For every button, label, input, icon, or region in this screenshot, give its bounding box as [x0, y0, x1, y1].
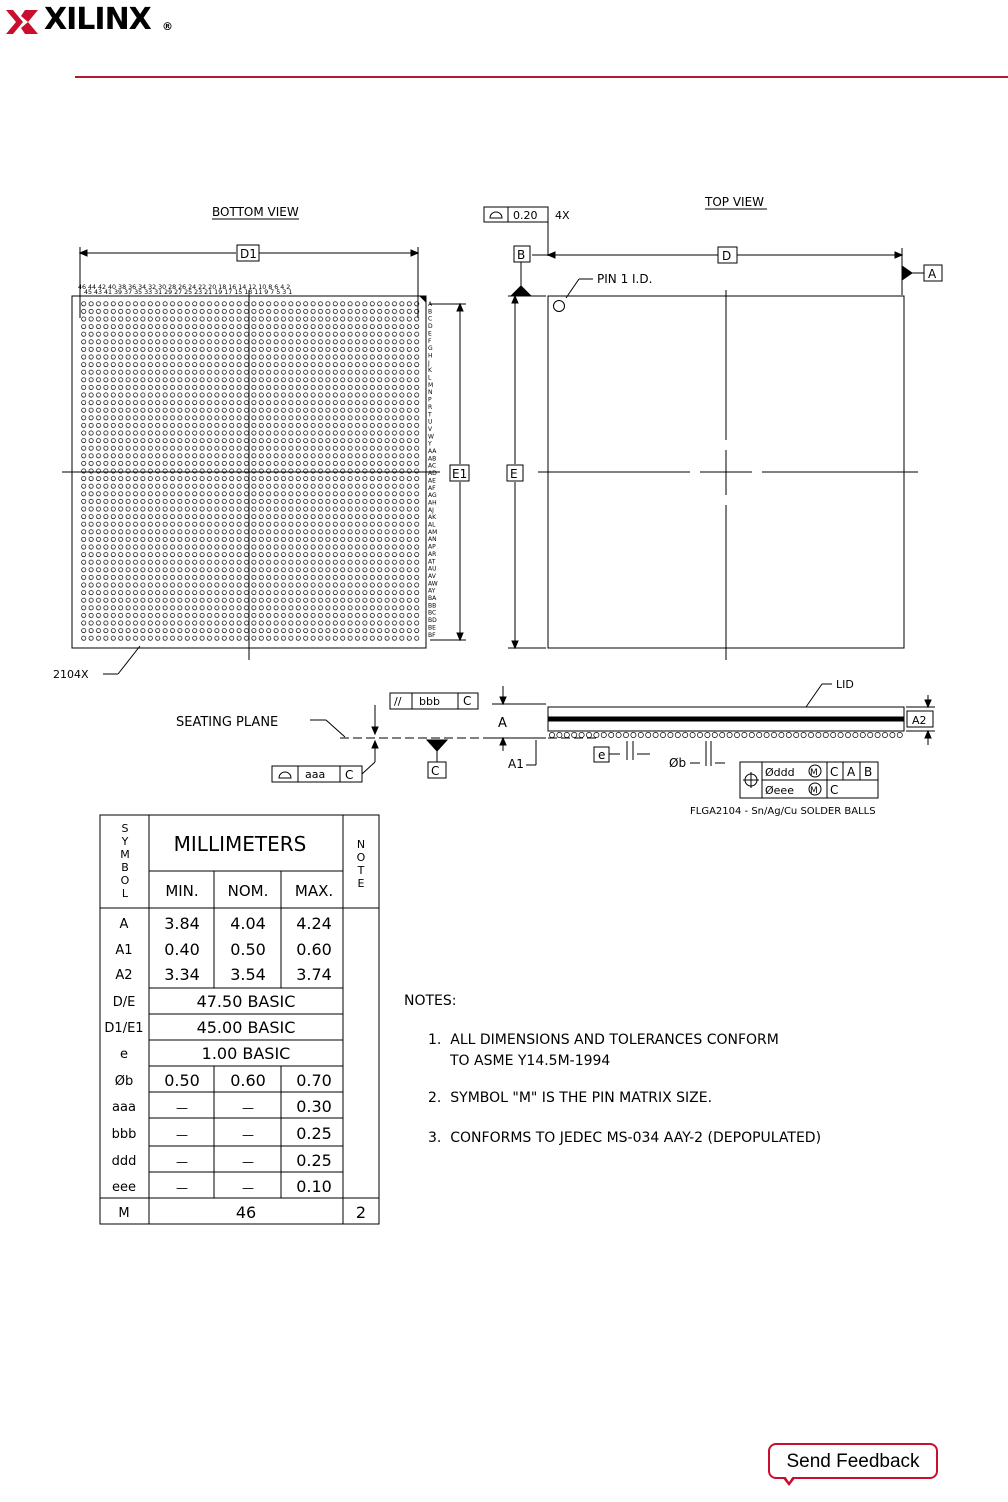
row-letter: P: [428, 396, 432, 404]
table-min-value: 0.40: [164, 940, 200, 959]
side-ball: [668, 732, 673, 737]
eee-label: Øeee: [765, 784, 794, 797]
lid-label: LID: [836, 678, 854, 691]
table-note-value: 2: [355, 1203, 367, 1222]
side-ball: [890, 732, 895, 737]
column-numbers-top: 46 44 42 40 38 36 34 32 30 28 26 24 22 20 18 16 14 12 10 8 6 4 2: [78, 284, 291, 291]
side-ball: [557, 732, 562, 737]
ddd-datum-c: C: [830, 765, 839, 779]
bottom-view-title: BOTTOM VIEW: [212, 205, 299, 219]
side-ball: [653, 732, 658, 737]
row-letter: D: [428, 323, 433, 331]
bbb-label: bbb: [419, 695, 440, 708]
dim-d-label: D: [722, 249, 732, 263]
side-ball: [660, 732, 665, 737]
side-ball: [794, 732, 799, 737]
side-ball: [697, 732, 702, 737]
side-ball: [823, 732, 828, 737]
side-ball: [586, 732, 591, 737]
symbol-header-char: S: [121, 822, 129, 835]
row-letter: BD: [428, 617, 437, 625]
row-letter: M: [428, 381, 434, 389]
row-letter: W: [428, 433, 434, 441]
side-ball: [572, 732, 577, 737]
row-letter: J: [428, 359, 430, 367]
registered-mark: ®: [162, 20, 173, 33]
row-letter: AM: [428, 528, 438, 536]
table-max-value: 0.70: [296, 1071, 332, 1090]
table-symbol: bbb: [111, 1127, 137, 1142]
row-letter: AF: [428, 484, 436, 492]
side-ball: [601, 732, 606, 737]
table-nom-dash: —: [242, 1128, 254, 1142]
row-letter: AH: [428, 499, 437, 507]
table-nom-value: 3.54: [230, 965, 266, 984]
row-letter: F: [428, 337, 432, 345]
row-letter: AV: [428, 572, 436, 580]
side-ball: [720, 732, 725, 737]
row-letter: AR: [428, 550, 437, 558]
row-letter: Y: [428, 440, 432, 448]
ddd-m-symbol: M: [810, 768, 818, 778]
top-view-title: TOP VIEW: [705, 195, 765, 209]
side-ball: [705, 732, 710, 737]
side-ball: [831, 732, 836, 737]
row-letter: AG: [428, 492, 437, 500]
side-ball: [564, 732, 569, 737]
col-max-header: MAX.: [294, 882, 334, 900]
row-letter: AT: [428, 558, 436, 566]
row-letter: N: [428, 389, 433, 397]
row-letter: AB: [428, 455, 437, 463]
table-max-value: 3.74: [296, 965, 332, 984]
row-letter: AW: [428, 580, 438, 588]
symbol-header-char: L: [121, 887, 129, 900]
table-max-value: 0.30: [296, 1097, 332, 1116]
datum-c-label: C: [431, 764, 440, 778]
row-letter: AJ: [428, 506, 434, 514]
table-min-dash: —: [176, 1101, 188, 1115]
row-letter: E: [428, 330, 432, 338]
table-nom-dash: —: [242, 1181, 254, 1195]
table-symbol: e: [120, 1047, 128, 1062]
col-nom-header: NOM.: [227, 882, 269, 900]
side-ball: [594, 732, 599, 737]
side-ball: [727, 732, 732, 737]
datum-b-label: B: [517, 248, 526, 262]
table-symbol: D/E: [112, 995, 136, 1010]
dim-d1-label: D1: [240, 247, 257, 261]
package-caption: FLGA2104 - Sn/Ag/Cu SOLDER BALLS: [690, 806, 876, 817]
table-max-value: 0.10: [296, 1177, 332, 1196]
table-symbol: M: [118, 1206, 130, 1221]
side-ball: [742, 732, 747, 737]
symbol-header-char: Y: [121, 835, 129, 848]
side-ball: [786, 732, 791, 737]
dim-b-label: Øb: [669, 756, 687, 770]
side-ball: [749, 732, 754, 737]
units-header: MILLIMETERS: [173, 832, 307, 856]
datum-c-ref-2: C: [345, 768, 354, 782]
symbol-header-char: B: [121, 861, 129, 874]
row-letter: AK: [428, 514, 437, 522]
side-ball: [801, 732, 806, 737]
dim-a1-label: A1: [508, 757, 524, 771]
table-span-value: 46: [235, 1203, 257, 1222]
note-header-char: N: [356, 838, 366, 851]
seating-plane-label: SEATING PLANE: [176, 715, 279, 730]
table-max-value: 0.60: [296, 940, 332, 959]
row-letter: BE: [428, 624, 436, 632]
parallel-symbol: //: [394, 695, 402, 708]
dim-a-label: A: [498, 716, 507, 731]
table-min-value: 3.84: [164, 914, 200, 933]
eee-m-symbol: M: [810, 786, 818, 796]
row-letter: AA: [428, 448, 437, 455]
dim-e1-label: E1: [452, 467, 468, 481]
side-ball: [771, 732, 776, 737]
flatness-count: 4X: [555, 209, 570, 222]
side-ball: [860, 732, 865, 737]
side-ball: [764, 732, 769, 737]
row-letter: BF: [428, 631, 436, 639]
side-ball: [631, 732, 636, 737]
note-header-char: E: [357, 877, 365, 890]
table-span-value: 1.00 BASIC: [201, 1044, 291, 1063]
row-letter: V: [428, 425, 433, 433]
row-letter: BC: [428, 609, 437, 617]
side-ball: [623, 732, 628, 737]
table-text: [104, 822, 366, 1222]
row-letter: AC: [428, 462, 437, 470]
note-header-char: T: [357, 864, 365, 877]
table-nom-value: 0.60: [230, 1071, 266, 1090]
datum-a-label: A: [928, 267, 937, 281]
side-ball: [897, 732, 902, 737]
side-ball: [868, 732, 873, 737]
table-min-dash: —: [176, 1128, 188, 1142]
row-letter: AE: [428, 477, 436, 485]
table-nom-dash: —: [242, 1155, 254, 1169]
side-ball: [816, 732, 821, 737]
side-ball: [779, 732, 784, 737]
table-min-value: 0.50: [164, 1071, 200, 1090]
eee-datum-c: C: [830, 783, 839, 797]
aaa-label: aaa: [305, 768, 326, 781]
brand-name: XILINX: [44, 2, 151, 37]
table-nom-dash: —: [242, 1101, 254, 1115]
pin1-label: PIN 1 I.D.: [597, 272, 653, 286]
table-max-value: 0.25: [296, 1124, 332, 1143]
side-ball: [690, 732, 695, 737]
side-ball: [845, 732, 850, 737]
dim-a2-label: A2: [912, 714, 927, 727]
side-ball: [853, 732, 858, 737]
row-letters: [427, 301, 438, 639]
row-letter: R: [428, 403, 433, 411]
side-ball: [675, 732, 680, 737]
row-letter: AD: [428, 470, 437, 478]
column-numbers-bottom: 45 43 41 39 37 35 33 31 29 27 25 23 21 19 17 15 13 11 9 7 5 3 1: [84, 289, 293, 296]
notes-title: NOTES:: [404, 993, 457, 1009]
side-ball: [549, 732, 554, 737]
note-header-char: O: [356, 851, 366, 864]
row-letter: AY: [428, 587, 436, 595]
table-symbol: A2: [115, 968, 133, 983]
side-ball: [882, 732, 887, 737]
table-min-dash: —: [176, 1181, 188, 1195]
table-max-value: 4.24: [296, 914, 332, 933]
side-ball: [638, 732, 643, 737]
row-letter: A: [428, 301, 433, 308]
table-min-value: 3.34: [164, 965, 200, 984]
row-letter: K: [428, 367, 432, 375]
table-symbol: ddd: [111, 1154, 137, 1169]
side-ball: [875, 732, 880, 737]
ddd-datum-a: A: [847, 765, 856, 779]
table-max-value: 0.25: [296, 1151, 332, 1170]
table-symbol: A: [119, 917, 129, 932]
row-letter: AL: [428, 521, 436, 529]
side-balls: [549, 732, 902, 737]
row-letter: AN: [428, 536, 437, 544]
note-2: 2. SYMBOL "M" IS THE PIN MATRIX SIZE.: [428, 1090, 713, 1106]
send-feedback-button[interactable]: Send Feedback: [768, 1443, 938, 1479]
row-letter: AU: [428, 565, 437, 573]
row-letter: AP: [428, 543, 436, 551]
side-ball: [579, 732, 584, 737]
symbol-header-char: O: [120, 874, 130, 887]
row-letter: BA: [428, 595, 437, 602]
note-3: 3. CONFORMS TO JEDEC MS-034 AAY-2 (DEPOPULATED): [428, 1130, 822, 1146]
datum-c-ref-1: C: [463, 694, 472, 708]
side-ball: [646, 732, 651, 737]
ddd-label: Øddd: [765, 766, 795, 779]
side-ball: [683, 732, 688, 737]
table-symbol: aaa: [112, 1100, 136, 1115]
note-1-line-1: 1. ALL DIMENSIONS AND TOLERANCES CONFORM: [428, 1032, 779, 1048]
table-symbol: eee: [112, 1180, 136, 1195]
ball-count-label: 2104X: [53, 668, 89, 681]
table-nom-value: 4.04: [230, 914, 266, 933]
flatness-value: 0.20: [513, 209, 538, 222]
row-letter: L: [428, 374, 432, 382]
side-ball: [734, 732, 739, 737]
row-letter: C: [428, 315, 433, 323]
feedback-bubble-tail-inner: [785, 1476, 793, 1482]
symbol-header-char: M: [120, 848, 130, 861]
side-ball: [609, 732, 614, 737]
side-ball: [838, 732, 843, 737]
col-min-header: MIN.: [165, 882, 199, 900]
row-letter: B: [428, 308, 433, 316]
row-letter: BB: [428, 602, 437, 610]
ddd-datum-b: B: [864, 765, 873, 779]
table-symbol: Øb: [114, 1074, 134, 1089]
side-ball: [757, 732, 762, 737]
side-ball: [808, 732, 813, 737]
note-1-line-2: TO ASME Y14.5M-1994: [450, 1053, 611, 1069]
table-symbol: D1/E1: [104, 1021, 144, 1036]
table-span-value: 45.00 BASIC: [196, 1018, 296, 1037]
row-letter: U: [428, 418, 433, 426]
row-letter: T: [428, 411, 432, 419]
table-symbol: A1: [115, 943, 133, 958]
pitch-e-label: e: [598, 748, 606, 762]
side-ball: [616, 732, 621, 737]
table-span-value: 47.50 BASIC: [196, 992, 296, 1011]
dim-e-label: E: [510, 467, 518, 481]
row-letter: G: [428, 345, 433, 353]
side-ball: [712, 732, 717, 737]
table-min-dash: —: [176, 1155, 188, 1169]
row-letter: H: [428, 352, 433, 360]
table-nom-value: 0.50: [230, 940, 266, 959]
